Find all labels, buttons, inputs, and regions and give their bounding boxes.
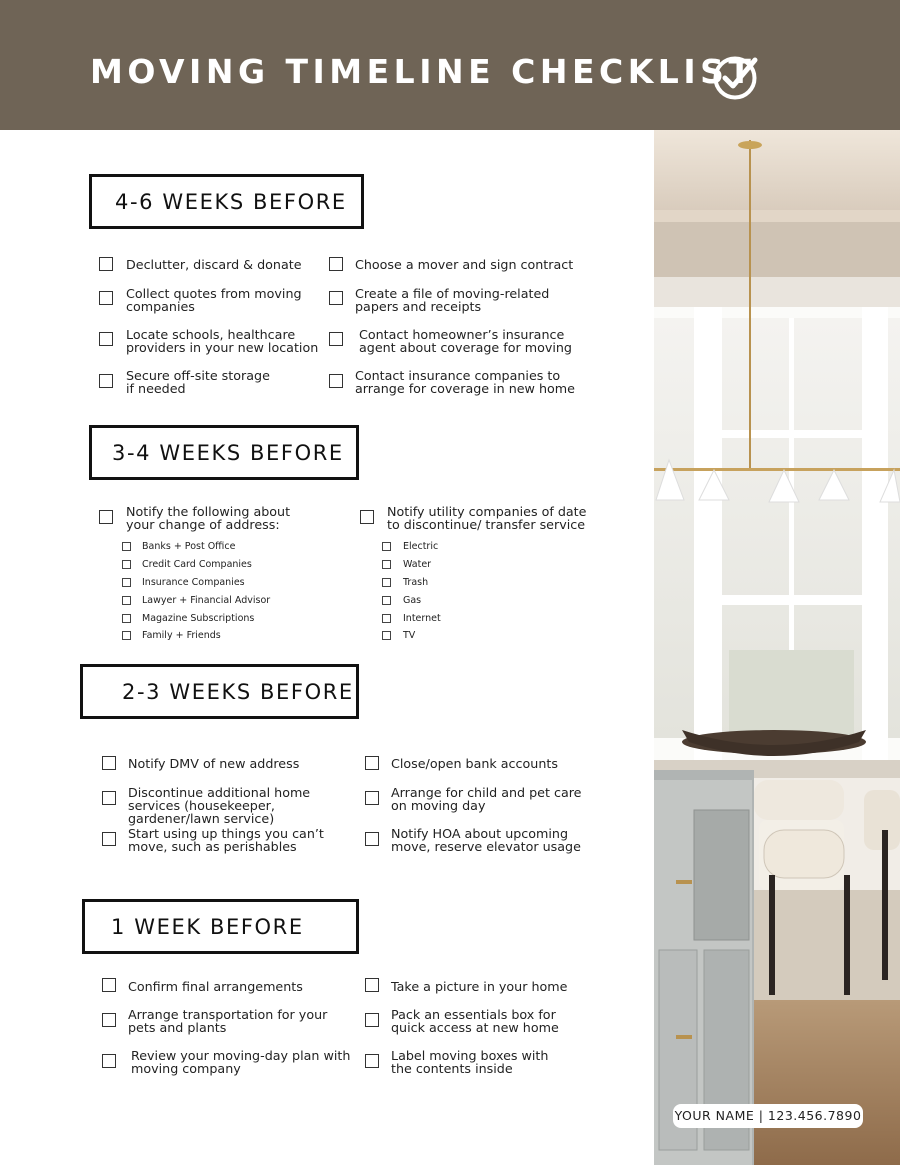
check-circle-icon — [711, 52, 761, 102]
checkbox[interactable] — [102, 832, 116, 846]
contact-info: YOUR NAME | 123.456.7890 — [673, 1104, 863, 1128]
checkbox[interactable] — [382, 614, 391, 623]
checklist-item: Notify HOA about upcoming move, reserve elevator usage — [391, 826, 581, 854]
checkbox[interactable] — [382, 578, 391, 587]
checkbox[interactable] — [99, 257, 113, 271]
checkbox[interactable] — [122, 631, 131, 640]
page-title: MOVING TIMELINE CHECKLIST — [90, 52, 756, 91]
section-heading-2-3-weeks: 2-3 WEEKS BEFORE — [80, 664, 359, 719]
checklist-item: Collect quotes from moving companies — [126, 286, 302, 314]
checkbox[interactable] — [365, 1013, 379, 1027]
checkbox[interactable] — [365, 1054, 379, 1068]
checklist-item: Notify utility companies of date to discontinue/ transfer service — [387, 504, 587, 532]
address-list-item: Family + Friends — [142, 630, 221, 641]
checklist-item: Review your moving-day plan with moving company — [131, 1048, 351, 1076]
checklist-item: Take a picture in your home — [391, 979, 568, 994]
checklist-item: Label moving boxes with the contents inside — [391, 1048, 549, 1076]
address-list-item: Credit Card Companies — [142, 559, 252, 570]
checkbox[interactable] — [99, 510, 113, 524]
address-list-item: Banks + Post Office — [142, 541, 236, 552]
checkbox[interactable] — [365, 978, 379, 992]
checkbox[interactable] — [329, 332, 343, 346]
checklist-item: Confirm final arrangements — [128, 979, 303, 994]
checklist-item: Notify DMV of new address — [128, 756, 300, 771]
checklist-item: Declutter, discard & donate — [126, 257, 302, 272]
checklist-item: Contact homeowner’s insurance agent about coverage for moving — [359, 327, 572, 355]
utility-list-item: Water — [403, 559, 432, 570]
checklist-item: Arrange for child and pet care on moving day — [391, 785, 582, 813]
address-list-item: Lawyer + Financial Advisor — [142, 595, 271, 606]
checklist-item: Close/open bank accounts — [391, 756, 558, 771]
checklist-item: Secure off-site storage if needed — [126, 368, 270, 396]
checkbox[interactable] — [102, 791, 116, 805]
section-heading-3-4-weeks: 3-4 WEEKS BEFORE — [89, 425, 359, 480]
utility-list-item: Trash — [403, 577, 429, 588]
header-bar — [0, 0, 900, 130]
checkbox[interactable] — [382, 560, 391, 569]
checkbox[interactable] — [102, 1054, 116, 1068]
checklist-item: Create a file of moving-related papers and receipts — [355, 286, 550, 314]
utility-list-item: Gas — [403, 595, 422, 606]
checkbox[interactable] — [102, 978, 116, 992]
checklist-item: Discontinue additional home services (housekeeper, gardener/lawn service) — [128, 785, 311, 826]
checkbox[interactable] — [122, 542, 131, 551]
checkbox[interactable] — [122, 614, 131, 623]
utility-list-item: Internet — [403, 613, 441, 624]
checklist-item: Arrange transportation for your pets and plants — [128, 1007, 328, 1035]
checkbox[interactable] — [382, 596, 391, 605]
section-heading-1-week: 1 WEEK BEFORE — [82, 899, 359, 954]
checklist-item: Locate schools, healthcare providers in your new location — [126, 327, 319, 355]
checkbox[interactable] — [329, 291, 343, 305]
checklist-item: Contact insurance companies to arrange for coverage in new home — [355, 368, 575, 396]
checkbox[interactable] — [365, 756, 379, 770]
checklist-item: Choose a mover and sign contract — [355, 257, 574, 272]
checkbox[interactable] — [102, 756, 116, 770]
utility-list-item: Electric — [403, 541, 439, 552]
checkbox[interactable] — [99, 291, 113, 305]
checkbox[interactable] — [102, 1013, 116, 1027]
checkbox[interactable] — [365, 791, 379, 805]
checkbox[interactable] — [382, 542, 391, 551]
checkbox[interactable] — [365, 832, 379, 846]
checkbox[interactable] — [329, 257, 343, 271]
section-heading-4-6-weeks: 4-6 WEEKS BEFORE — [89, 174, 364, 229]
address-list-item: Magazine Subscriptions — [142, 613, 255, 624]
utility-list-item: TV — [403, 630, 416, 641]
checkbox[interactable] — [122, 596, 131, 605]
checkbox[interactable] — [382, 631, 391, 640]
checklist-item: Pack an essentials box for quick access at new home — [391, 1007, 559, 1035]
checkbox[interactable] — [122, 578, 131, 587]
checkbox[interactable] — [99, 374, 113, 388]
checkbox[interactable] — [360, 510, 374, 524]
checklist-item: Start using up things you can’t move, such as perishables — [128, 826, 324, 854]
checkbox[interactable] — [99, 332, 113, 346]
address-list-item: Insurance Companies — [142, 577, 245, 588]
checkbox[interactable] — [329, 374, 343, 388]
kitchen-photo — [654, 130, 900, 1165]
checkbox[interactable] — [122, 560, 131, 569]
checklist-item: Notify the following about your change of address: — [126, 504, 291, 532]
